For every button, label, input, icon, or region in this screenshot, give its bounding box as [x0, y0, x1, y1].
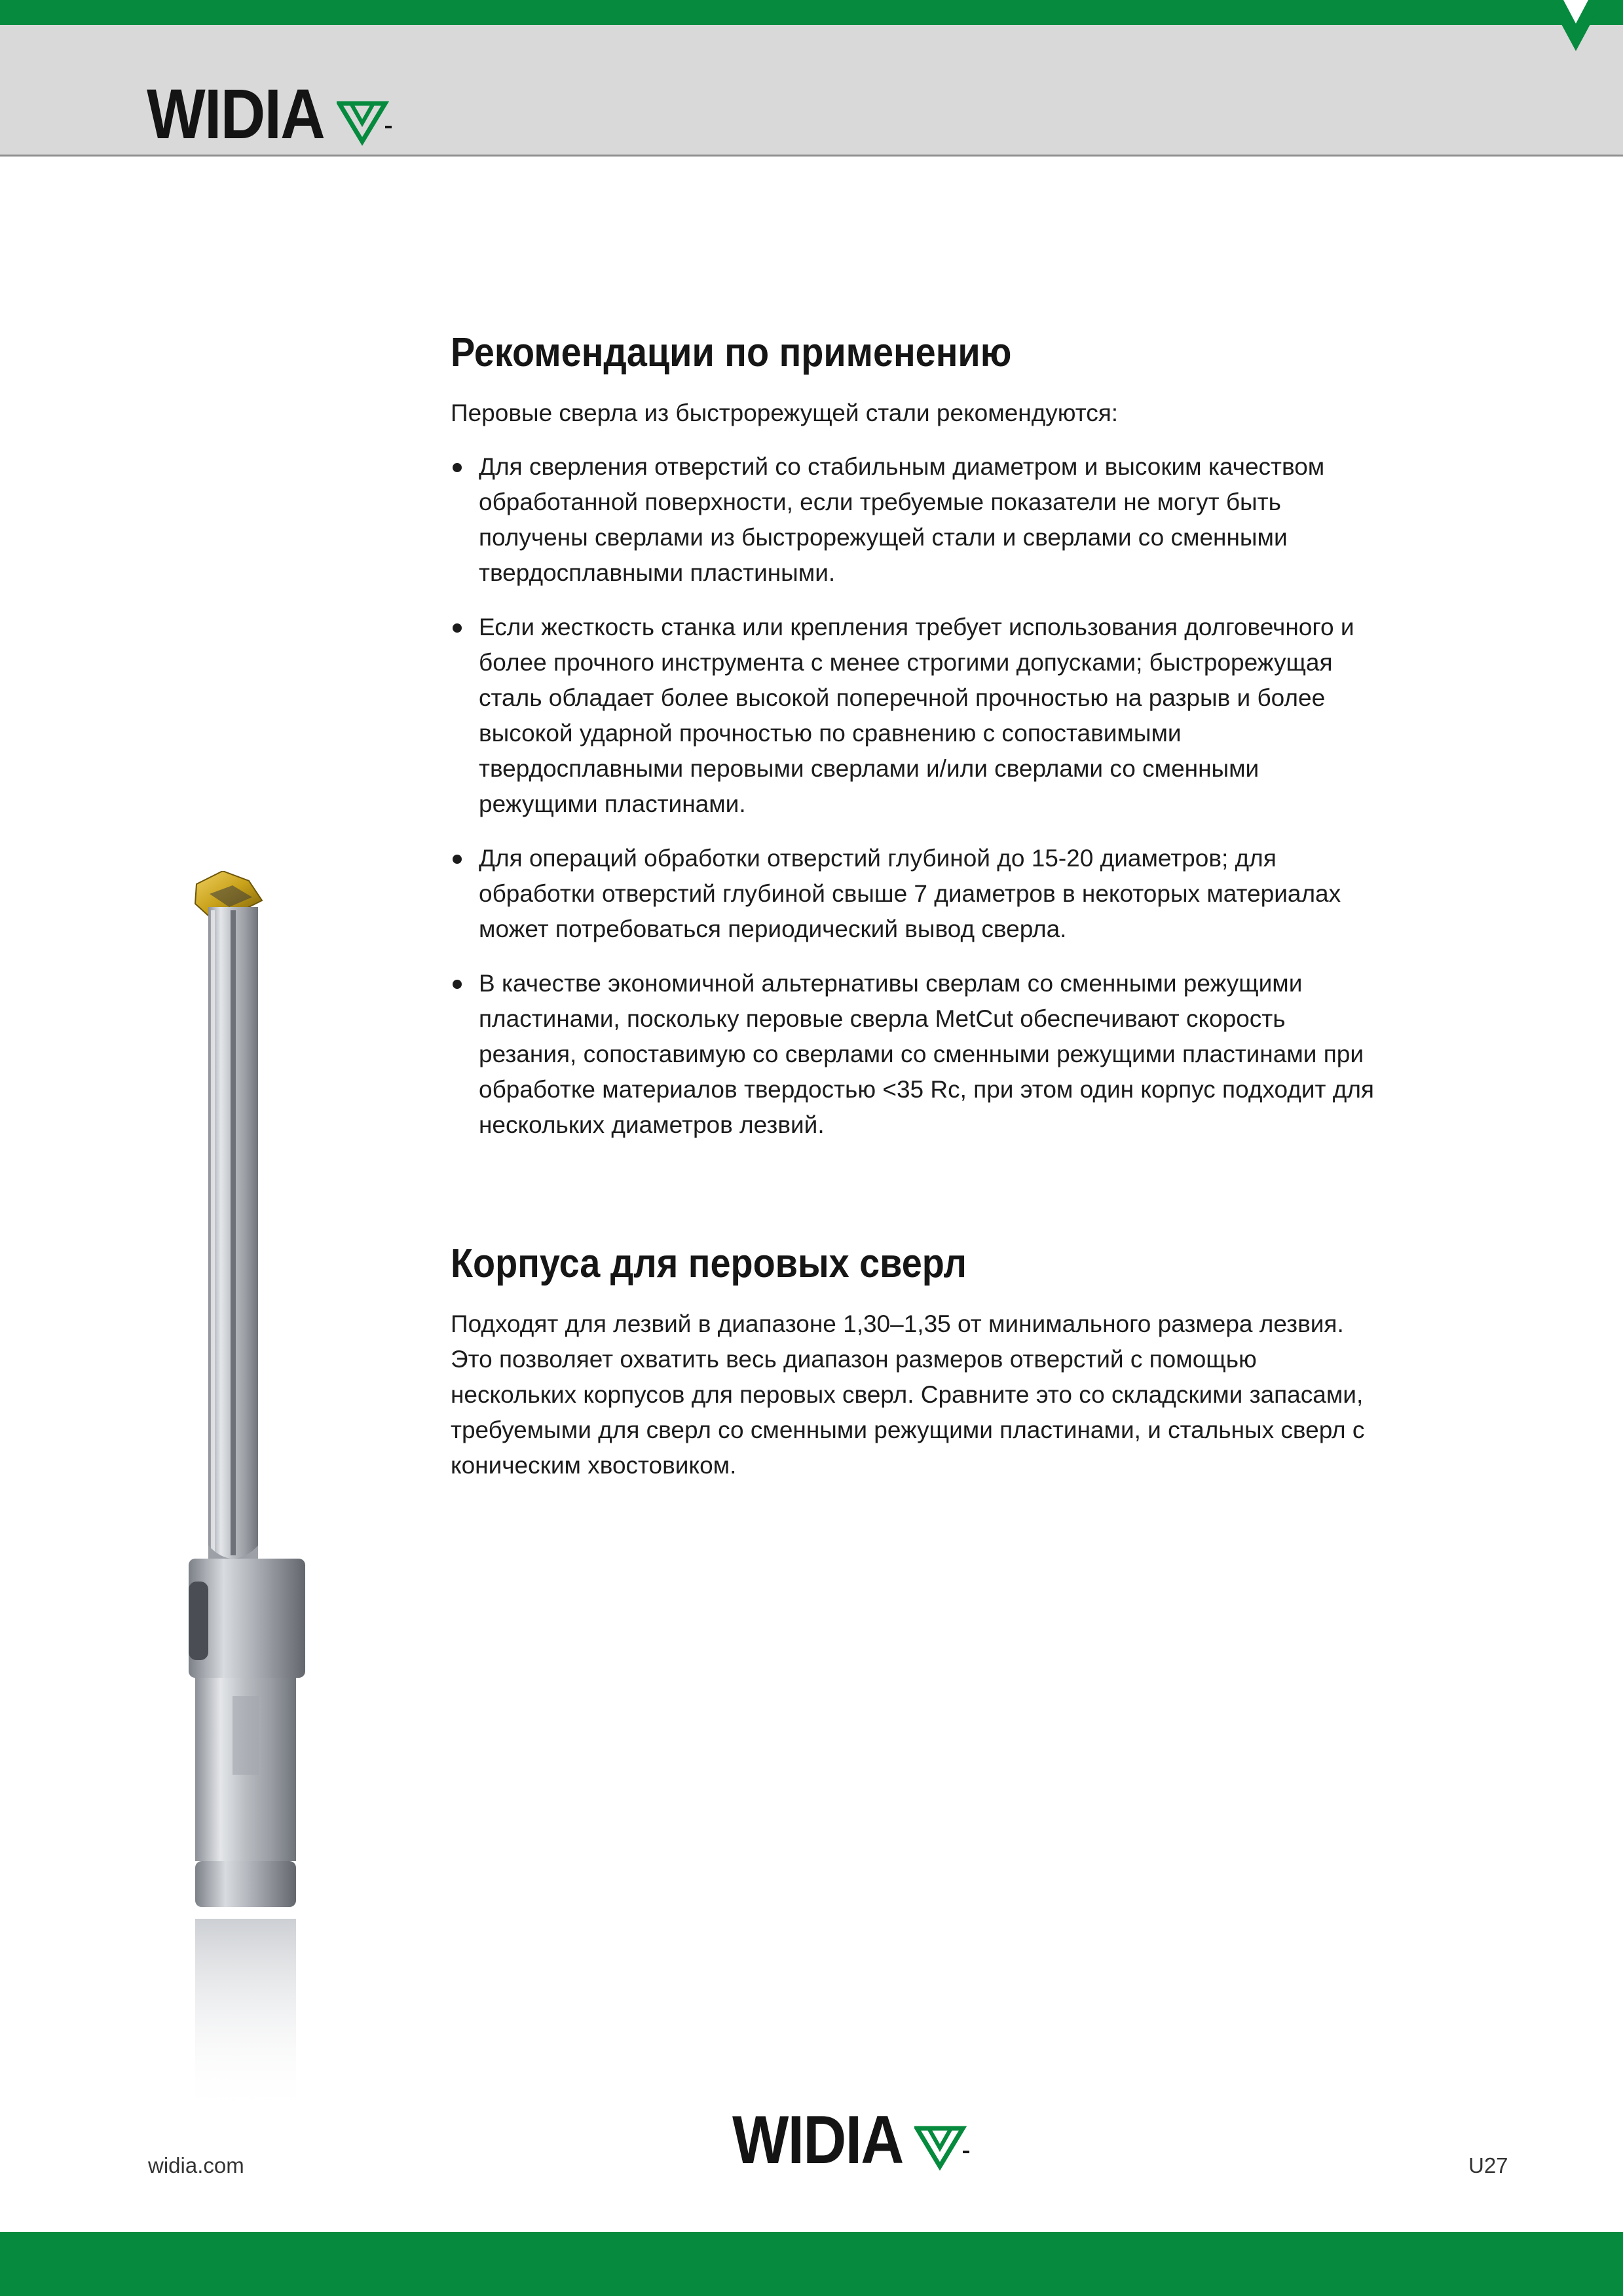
- bottom-green-bar: [0, 2232, 1623, 2296]
- list-item: Для сверления отверстий со стабильным диаметром и высоким качеством обработанной поверхности, если требуемые показатели не могут быть получены сверлами из быстрорежущей стали и сверлами со сменными твердосплавными пластиными.: [451, 449, 1381, 591]
- main-content: [451, 325, 1381, 1483]
- intro-text: Перовые сверла из быстрорежущей стали рекомендуются:: [451, 399, 1119, 426]
- footer-logo-wordmark: WIDIA: [732, 2102, 903, 2178]
- top-green-bar: [0, 0, 1623, 25]
- section-title-recommendations: Рекомендации по применению: [451, 330, 1012, 375]
- holders-paragraph: Подходят для лезвий в диапазоне 1,30–1,35 от минимального размера лезвия. Это позволяет охватить весь диапазон размеров отверстий с помощью нескольких корпусов для перовых сверл. Сравните это со складскими запасами, требуемыми для сверл со сменными режущими пластинами, и стальных сверл с коническим хвостовиком.: [451, 1310, 1365, 1479]
- footer-widia-logo: [732, 2102, 969, 2178]
- footer-website: widia.com: [148, 2153, 244, 2177]
- page-header: [0, 25, 1623, 157]
- widia-triangle-logo-icon: [914, 2126, 969, 2172]
- list-item: В качестве экономичной альтернативы сверлам со сменными режущими пластинами, поскольку перовые сверла MetCut обеспечивают скорость резания, сопоставимую со сверлами со сменными режущими пластинами при обработке материалов твердостью <35 Rc, при этом один корпус подходит для нескольких диаметров лезвий.: [451, 966, 1381, 1143]
- list-item: Для операций обработки отверстий глубиной до 15-20 диаметров; для обработки отверстий глубиной свыше 7 диаметров в некоторых материалах может потребоваться периодический вывод сверла.: [451, 841, 1381, 947]
- widia-triangle-logo-icon: [337, 101, 392, 147]
- logo-wordmark: WIDIA: [147, 74, 324, 153]
- corner-tab-inner: [1563, 0, 1588, 24]
- widia-logo: [147, 74, 392, 153]
- spade-drill-holder-image: [170, 871, 341, 2135]
- recommendations-list: [451, 449, 1381, 1143]
- section-holders: [451, 1236, 1381, 1483]
- section-title-holders: Корпуса для перовых сверл: [451, 1241, 967, 1286]
- list-item: Если жесткость станка или крепления требует использования долговечного и более прочного инструмента с менее строгими допусками; быстрорежущая сталь обладает более высокой поперечной прочностью на разрыв и более высокой ударной прочностью по сравнению с сопоставимыми твердосплавными перовыми сверлами и/или сверлами со сменными режущими пластинами.: [451, 610, 1381, 822]
- page-number: U27: [1468, 2153, 1508, 2177]
